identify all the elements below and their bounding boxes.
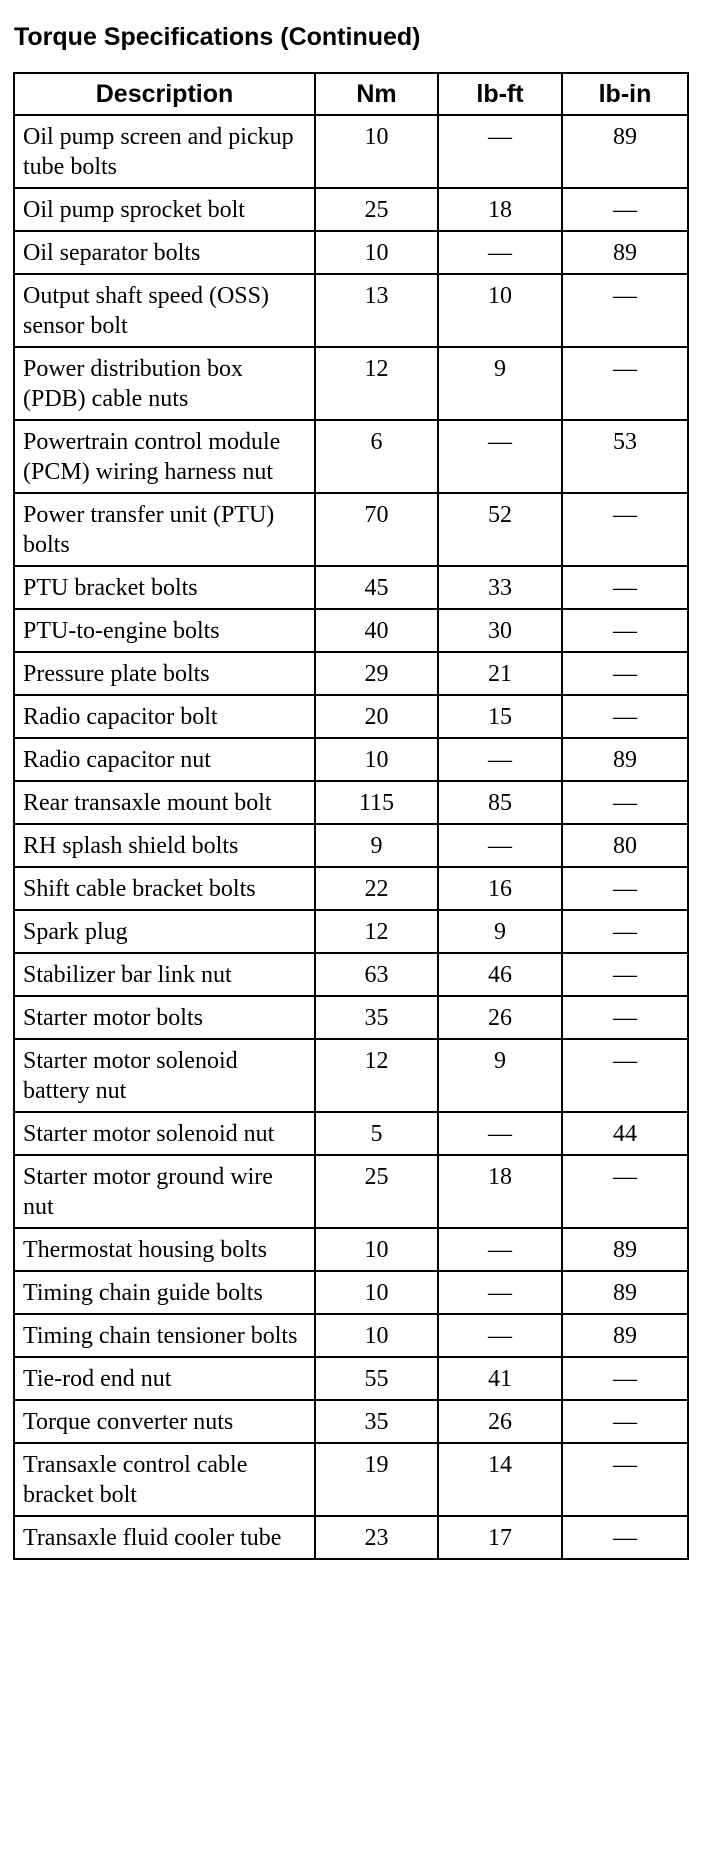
nm-cell: 23 bbox=[315, 1516, 438, 1559]
description-cell: Radio capacitor bolt bbox=[14, 695, 315, 738]
lb-ft-cell: 21 bbox=[438, 652, 562, 695]
lb-in-cell: — bbox=[562, 910, 688, 953]
nm-cell: 35 bbox=[315, 996, 438, 1039]
description-cell: Rear transaxle mount bolt bbox=[14, 781, 315, 824]
lb-ft-cell: 14 bbox=[438, 1443, 562, 1516]
lb-in-cell: — bbox=[562, 1155, 688, 1228]
lb-ft-cell: — bbox=[438, 1112, 562, 1155]
page-title: Torque Specifications (Continued) bbox=[14, 23, 421, 51]
lb-in-cell: — bbox=[562, 652, 688, 695]
description-cell: Starter motor bolts bbox=[14, 996, 315, 1039]
lb-in-cell: 89 bbox=[562, 1314, 688, 1357]
table-row bbox=[14, 1112, 688, 1155]
description-cell: Oil pump screen and pickup tube bolts bbox=[14, 115, 315, 188]
nm-cell: 22 bbox=[315, 867, 438, 910]
nm-cell: 13 bbox=[315, 274, 438, 347]
nm-cell: 115 bbox=[315, 781, 438, 824]
table-row bbox=[14, 1400, 688, 1443]
lb-in-cell: 44 bbox=[562, 1112, 688, 1155]
table-row bbox=[14, 781, 688, 824]
nm-cell: 63 bbox=[315, 953, 438, 996]
description-cell: Thermostat housing bolts bbox=[14, 1228, 315, 1271]
nm-cell: 40 bbox=[315, 609, 438, 652]
lb-in-cell: — bbox=[562, 1039, 688, 1112]
table-row bbox=[14, 347, 688, 420]
description-cell: Powertrain control module (PCM) wiring harness nut bbox=[14, 420, 315, 493]
description-cell: Timing chain tensioner bolts bbox=[14, 1314, 315, 1357]
table-row bbox=[14, 493, 688, 566]
description-cell: Transaxle fluid cooler tube bbox=[14, 1516, 315, 1559]
description-cell: Starter motor solenoid battery nut bbox=[14, 1039, 315, 1112]
lb-ft-cell: 15 bbox=[438, 695, 562, 738]
lb-in-cell: 89 bbox=[562, 115, 688, 188]
description-cell: RH splash shield bolts bbox=[14, 824, 315, 867]
lb-ft-cell: — bbox=[438, 1314, 562, 1357]
lb-in-cell: — bbox=[562, 695, 688, 738]
lb-ft-cell: 10 bbox=[438, 274, 562, 347]
table-row bbox=[14, 824, 688, 867]
lb-ft-cell: — bbox=[438, 115, 562, 188]
description-cell: Power distribution box (PDB) cable nuts bbox=[14, 347, 315, 420]
lb-in-cell: — bbox=[562, 347, 688, 420]
description-cell: Oil separator bolts bbox=[14, 231, 315, 274]
lb-in-cell: — bbox=[562, 781, 688, 824]
nm-cell: 45 bbox=[315, 566, 438, 609]
lb-ft-cell: 85 bbox=[438, 781, 562, 824]
description-cell: Starter motor ground wire nut bbox=[14, 1155, 315, 1228]
lb-ft-cell: — bbox=[438, 824, 562, 867]
table-row bbox=[14, 231, 688, 274]
lb-ft-cell: — bbox=[438, 1228, 562, 1271]
nm-cell: 10 bbox=[315, 231, 438, 274]
table-row bbox=[14, 115, 688, 188]
table-row bbox=[14, 188, 688, 231]
column-header-lb-in: lb-in bbox=[562, 73, 688, 115]
lb-in-cell: 89 bbox=[562, 1271, 688, 1314]
lb-in-cell: — bbox=[562, 188, 688, 231]
description-cell: Radio capacitor nut bbox=[14, 738, 315, 781]
lb-in-cell: — bbox=[562, 996, 688, 1039]
column-header-lb-ft: lb-ft bbox=[438, 73, 562, 115]
lb-ft-cell: 46 bbox=[438, 953, 562, 996]
lb-ft-cell: 18 bbox=[438, 1155, 562, 1228]
description-cell: Torque converter nuts bbox=[14, 1400, 315, 1443]
nm-cell: 10 bbox=[315, 1314, 438, 1357]
table-row bbox=[14, 953, 688, 996]
nm-cell: 55 bbox=[315, 1357, 438, 1400]
nm-cell: 5 bbox=[315, 1112, 438, 1155]
torque-spec-table bbox=[13, 72, 689, 1560]
nm-cell: 12 bbox=[315, 1039, 438, 1112]
nm-cell: 20 bbox=[315, 695, 438, 738]
table-row bbox=[14, 1039, 688, 1112]
description-cell: Pressure plate bolts bbox=[14, 652, 315, 695]
table-row bbox=[14, 652, 688, 695]
lb-in-cell: — bbox=[562, 274, 688, 347]
description-cell: Output shaft speed (OSS) sensor bolt bbox=[14, 274, 315, 347]
nm-cell: 9 bbox=[315, 824, 438, 867]
table-row bbox=[14, 1357, 688, 1400]
nm-cell: 35 bbox=[315, 1400, 438, 1443]
lb-in-cell: — bbox=[562, 566, 688, 609]
lb-in-cell: — bbox=[562, 867, 688, 910]
lb-in-cell: — bbox=[562, 1443, 688, 1516]
table-body bbox=[14, 115, 688, 1559]
description-cell: Starter motor solenoid nut bbox=[14, 1112, 315, 1155]
table-row bbox=[14, 274, 688, 347]
lb-ft-cell: 9 bbox=[438, 347, 562, 420]
nm-cell: 6 bbox=[315, 420, 438, 493]
lb-ft-cell: — bbox=[438, 1271, 562, 1314]
nm-cell: 12 bbox=[315, 347, 438, 420]
lb-ft-cell: — bbox=[438, 420, 562, 493]
table-row bbox=[14, 1443, 688, 1516]
nm-cell: 10 bbox=[315, 738, 438, 781]
column-header-nm: Nm bbox=[315, 73, 438, 115]
lb-ft-cell: 41 bbox=[438, 1357, 562, 1400]
lb-in-cell: — bbox=[562, 953, 688, 996]
table-header-row bbox=[14, 73, 688, 115]
description-cell: PTU bracket bolts bbox=[14, 566, 315, 609]
nm-cell: 10 bbox=[315, 1228, 438, 1271]
table-row bbox=[14, 695, 688, 738]
lb-ft-cell: 9 bbox=[438, 1039, 562, 1112]
table-row bbox=[14, 1314, 688, 1357]
table-row bbox=[14, 1271, 688, 1314]
lb-in-cell: — bbox=[562, 1357, 688, 1400]
table-row bbox=[14, 1155, 688, 1228]
table-row bbox=[14, 1228, 688, 1271]
table-row bbox=[14, 420, 688, 493]
lb-ft-cell: 18 bbox=[438, 188, 562, 231]
description-cell: Spark plug bbox=[14, 910, 315, 953]
lb-ft-cell: — bbox=[438, 231, 562, 274]
lb-in-cell: — bbox=[562, 609, 688, 652]
nm-cell: 10 bbox=[315, 115, 438, 188]
table-row bbox=[14, 566, 688, 609]
lb-ft-cell: 17 bbox=[438, 1516, 562, 1559]
table-row bbox=[14, 1516, 688, 1559]
column-header-description: Description bbox=[14, 73, 315, 115]
description-cell: Transaxle control cable bracket bolt bbox=[14, 1443, 315, 1516]
nm-cell: 10 bbox=[315, 1271, 438, 1314]
table-row bbox=[14, 867, 688, 910]
nm-cell: 12 bbox=[315, 910, 438, 953]
lb-ft-cell: 16 bbox=[438, 867, 562, 910]
nm-cell: 29 bbox=[315, 652, 438, 695]
lb-ft-cell: 52 bbox=[438, 493, 562, 566]
description-cell: Timing chain guide bolts bbox=[14, 1271, 315, 1314]
table-row bbox=[14, 996, 688, 1039]
nm-cell: 19 bbox=[315, 1443, 438, 1516]
lb-in-cell: 53 bbox=[562, 420, 688, 493]
description-cell: Oil pump sprocket bolt bbox=[14, 188, 315, 231]
nm-cell: 70 bbox=[315, 493, 438, 566]
lb-in-cell: 89 bbox=[562, 1228, 688, 1271]
description-cell: Tie-rod end nut bbox=[14, 1357, 315, 1400]
description-cell: PTU-to-engine bolts bbox=[14, 609, 315, 652]
lb-in-cell: — bbox=[562, 1400, 688, 1443]
table-row bbox=[14, 609, 688, 652]
table-row bbox=[14, 738, 688, 781]
lb-in-cell: 80 bbox=[562, 824, 688, 867]
table-row bbox=[14, 910, 688, 953]
description-cell: Stabilizer bar link nut bbox=[14, 953, 315, 996]
lb-ft-cell: 33 bbox=[438, 566, 562, 609]
nm-cell: 25 bbox=[315, 1155, 438, 1228]
description-cell: Power transfer unit (PTU) bolts bbox=[14, 493, 315, 566]
lb-in-cell: — bbox=[562, 493, 688, 566]
description-cell: Shift cable bracket bolts bbox=[14, 867, 315, 910]
lb-ft-cell: 26 bbox=[438, 996, 562, 1039]
nm-cell: 25 bbox=[315, 188, 438, 231]
lb-in-cell: 89 bbox=[562, 231, 688, 274]
lb-in-cell: — bbox=[562, 1516, 688, 1559]
lb-ft-cell: — bbox=[438, 738, 562, 781]
lb-ft-cell: 30 bbox=[438, 609, 562, 652]
lb-in-cell: 89 bbox=[562, 738, 688, 781]
lb-ft-cell: 9 bbox=[438, 910, 562, 953]
lb-ft-cell: 26 bbox=[438, 1400, 562, 1443]
